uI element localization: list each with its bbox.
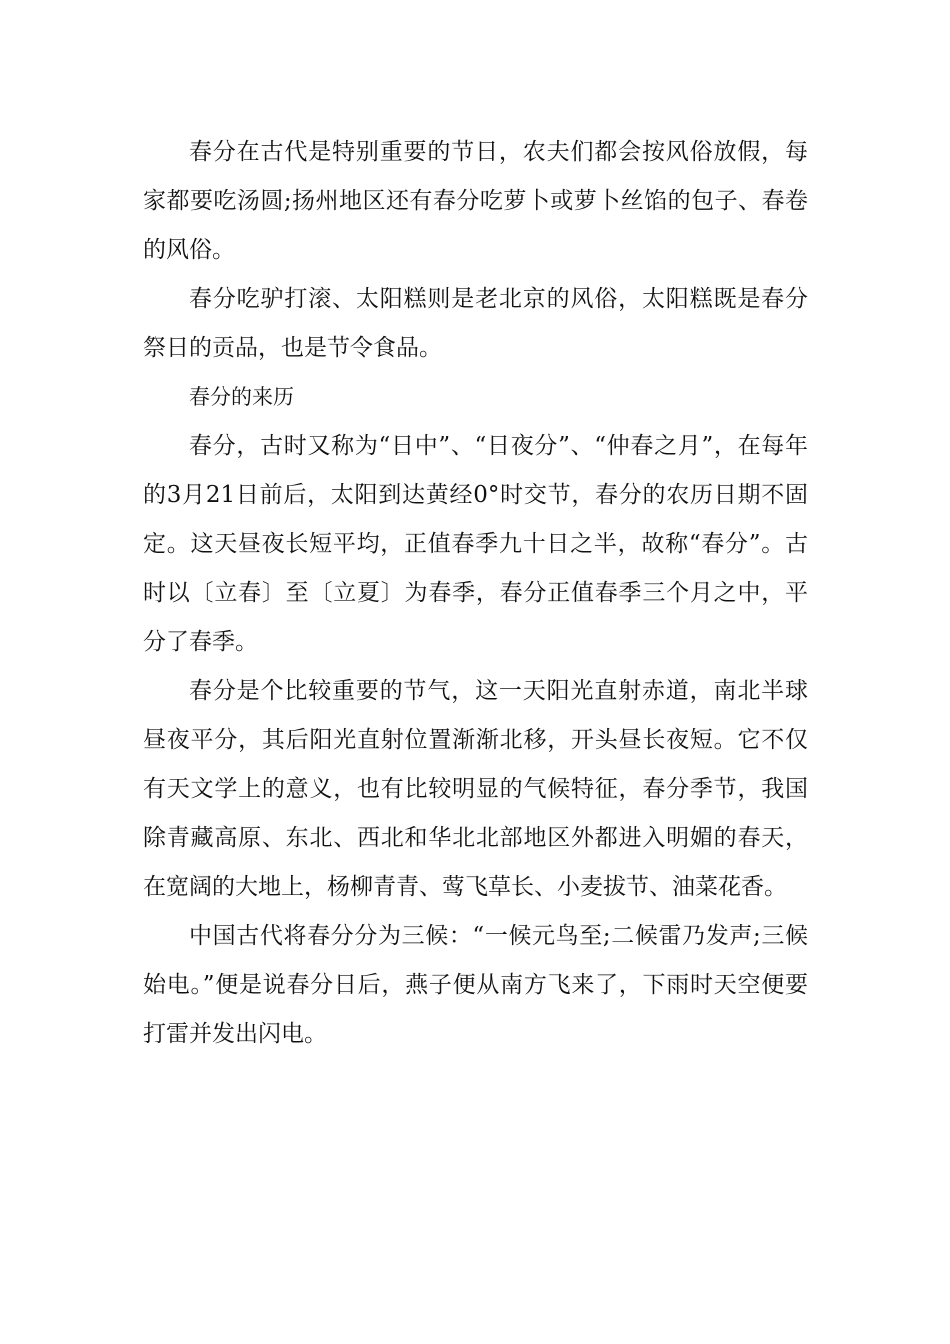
paragraph-customs-beijing: 春分吃驴打滚、太阳糕则是老北京的风俗，太阳糕既是春分祭日的贡品，也是节令食品。 [143, 286, 808, 361]
section-heading-origin: 春分的来历 [189, 385, 294, 409]
document-body [143, 128, 808, 1059]
paragraph-three-phases: 中国古代将春分分为三候：“一候元鸟至;二候雷乃发声;三候始电。”便是说春分日后，燕子便从南方飞来了，下雨时天空便要打雷并发出闪电。 [143, 923, 808, 1047]
paragraph-solar-term-climate: 春分是个比较重要的节气，这一天阳光直射赤道，南北半球昼夜平分，其后阳光直射位置渐渐北移，开头昼长夜短。它不仅有天文学上的意义，也有比较明显的气候特征，春分季节，我国除青藏高原、东北、西北和华北北部地区外都进入明媚的春天，在宽阔的大地上，杨柳青青、莺飞草长、小麦拔节、油菜花香。 [143, 678, 808, 900]
paragraph-origin-definition: 春分，古时又称为“日中”、“日夜分”、“仲春之月”，在每年的3月21日前后，太阳到达黄经0°时交节，春分的农历日期不固定。这天昼夜长短平均，正值春季九十日之半，故称“春分”。古时以〔立春〕至〔立夏〕为春季，春分正值春季三个月之中，平分了春季。 [143, 433, 808, 655]
paragraph-customs-tangyuan: 春分在古代是特别重要的节日，农夫们都会按风俗放假，每家都要吃汤圆;扬州地区还有春分吃萝卜或萝卜丝馅的包子、春卷的风俗。 [143, 139, 808, 263]
